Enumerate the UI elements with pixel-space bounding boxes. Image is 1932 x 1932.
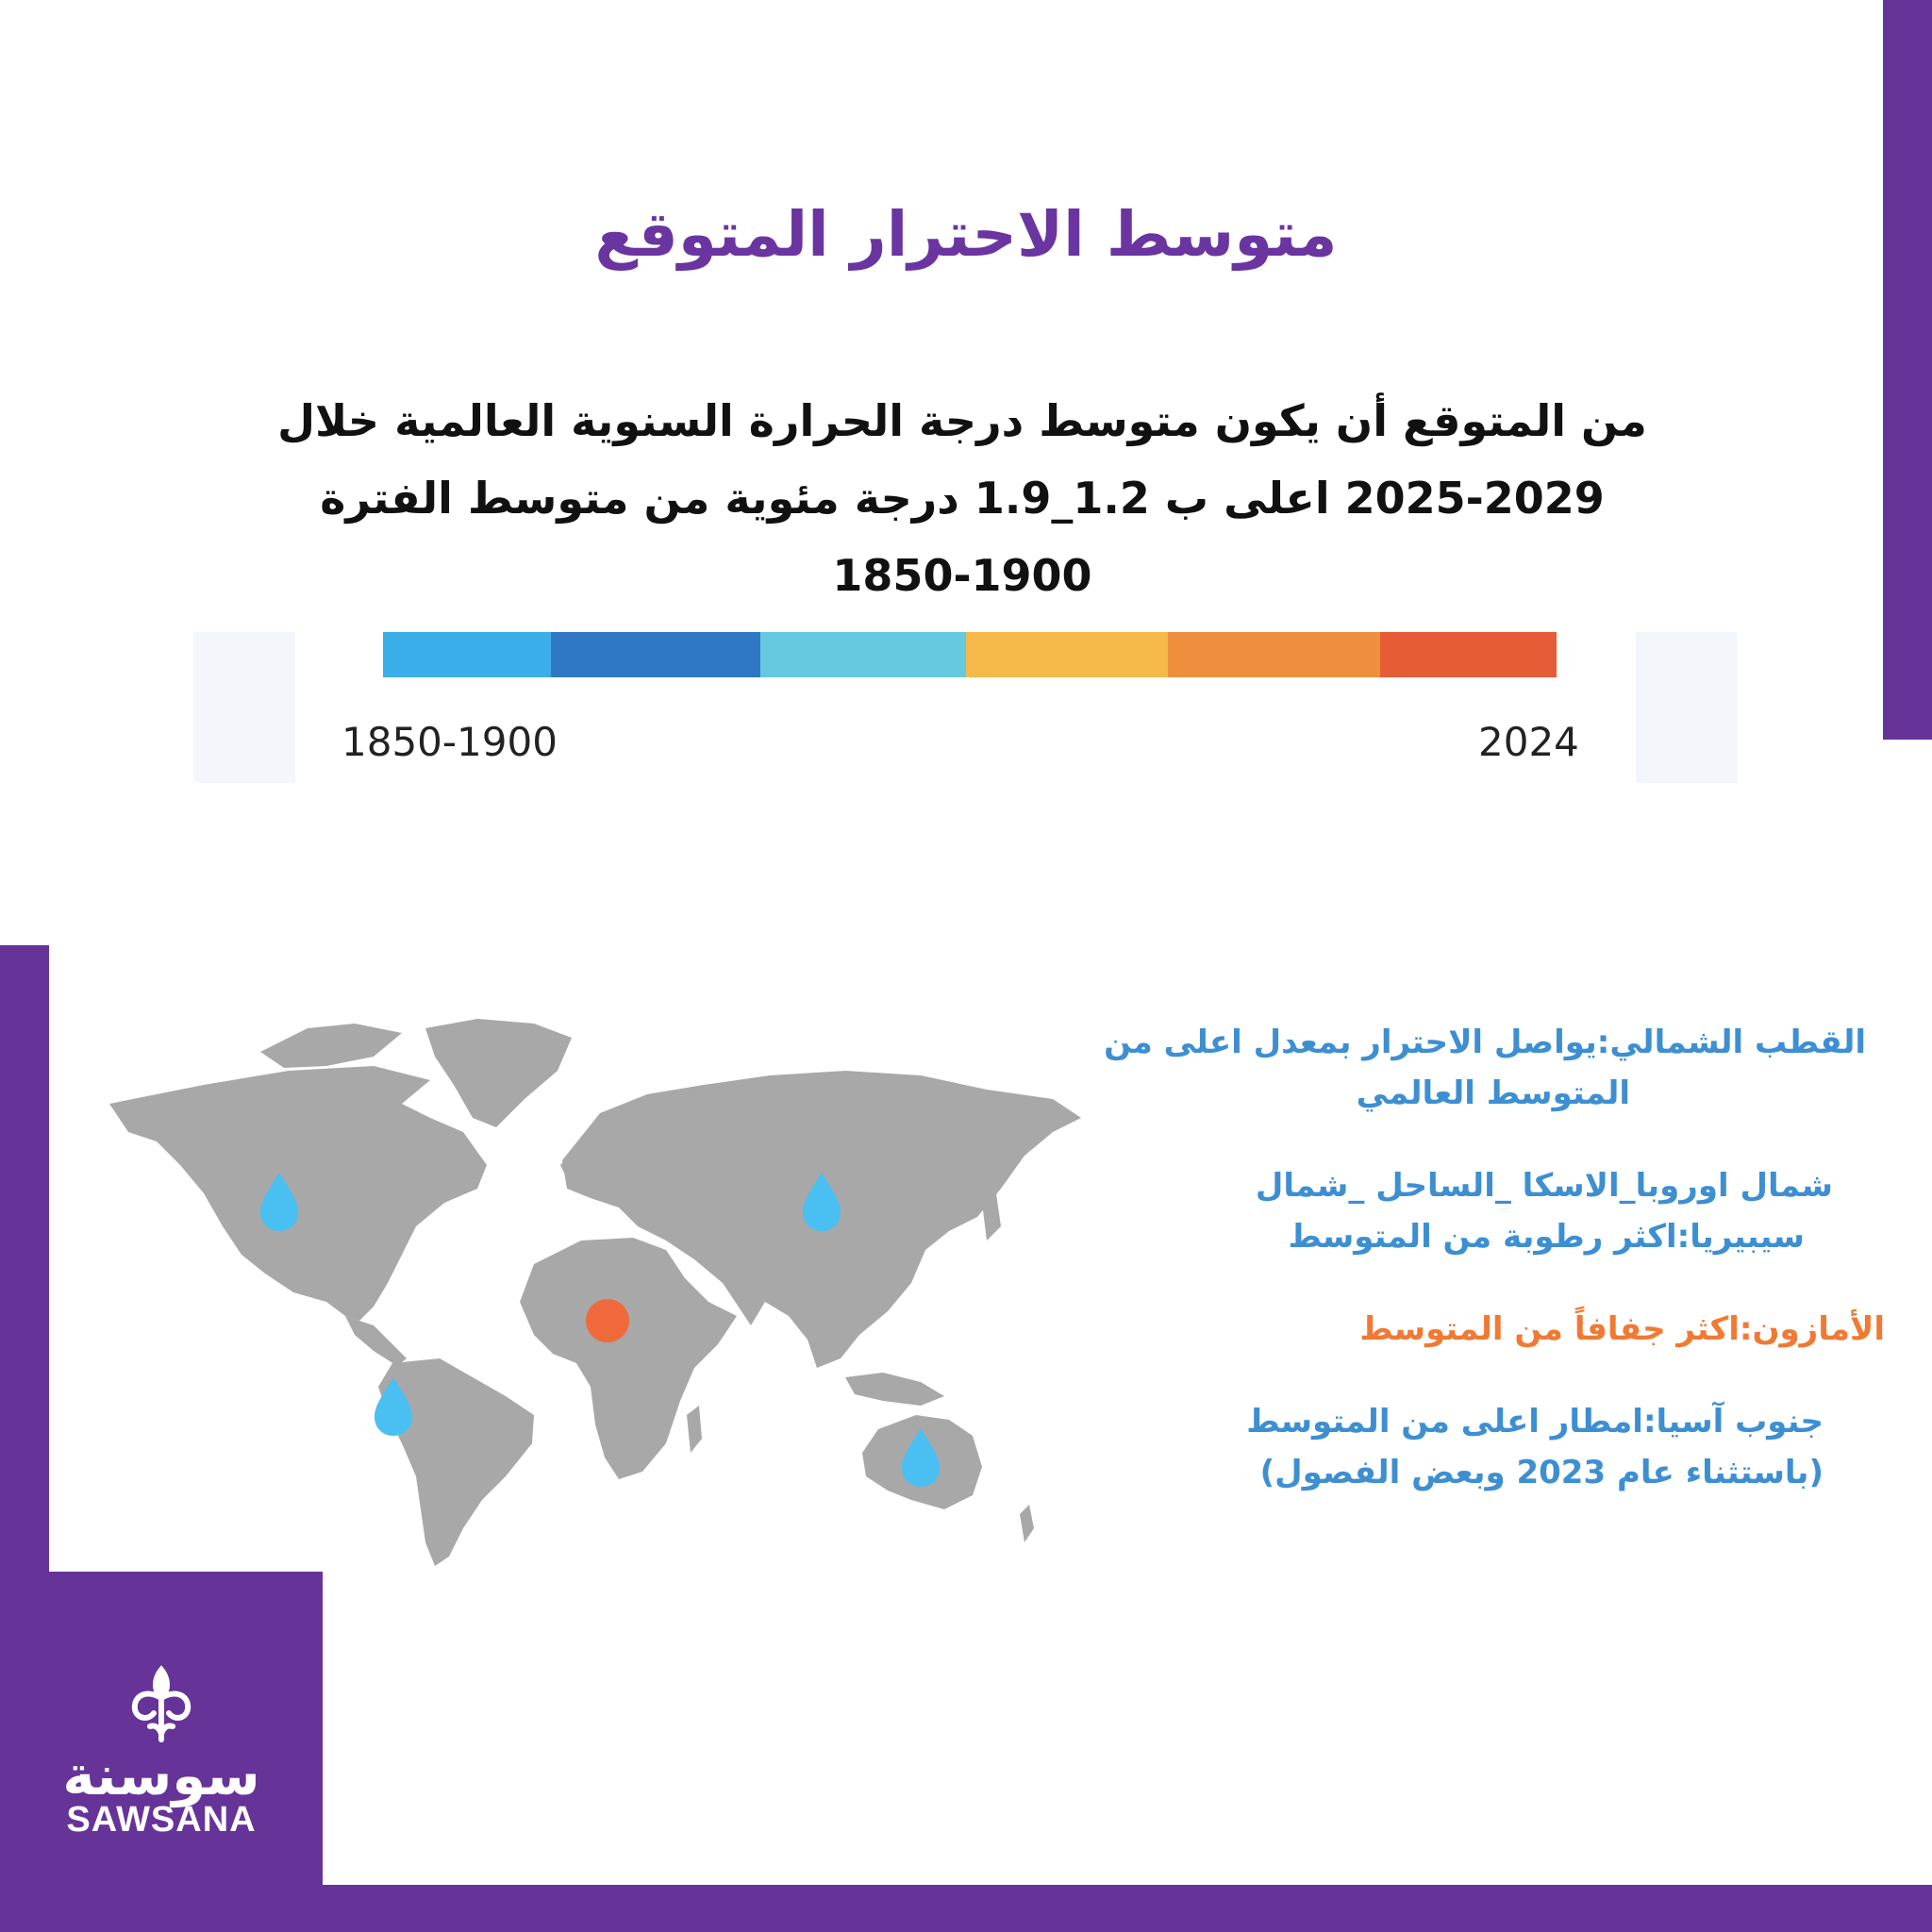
subtitle-line: من المتوقع أن يكون متوسط درجة الحرارة السنوية العالمية خلال <box>277 395 1647 446</box>
scale-segment <box>551 632 760 677</box>
note-line: القطب الشمالي:يواصل الاحترار بمعدل اعلى من <box>1104 1024 1866 1061</box>
south-america-shape <box>378 1358 534 1566</box>
note-amazon <box>923 1304 1885 1355</box>
arctic-islands-shape <box>260 1024 402 1068</box>
scale-right-label: 2024 <box>1478 719 1579 765</box>
note-line: جنوب آسيا:امطار اعلى من المتوسط <box>1246 1403 1824 1441</box>
greenland-shape <box>425 1019 572 1127</box>
central-america-shape <box>345 1316 407 1366</box>
scale-segment <box>1168 632 1380 677</box>
note-line: المتوسط العالمي <box>1356 1074 1630 1112</box>
north-america-shape <box>109 1066 487 1321</box>
scale-left-label: 1850-1900 <box>341 719 558 765</box>
right-accent-bar <box>1883 0 1932 740</box>
subtitle-line: 2025-2029 اعلى ب 1.2_1.9 درجة مئوية من متوسط الفترة <box>320 473 1605 524</box>
madagascar-shape <box>687 1406 702 1453</box>
note-arctic <box>923 1017 1866 1119</box>
logo-english-text: SAWSANA <box>66 1800 257 1840</box>
lily-flower-icon <box>118 1660 205 1747</box>
scale-segment <box>1380 632 1557 677</box>
page-title: متوسط الاحترار المتوقع <box>594 198 1338 271</box>
logo-arabic-text: سوسنة <box>62 1743 260 1807</box>
regional-notes <box>923 1017 1885 1540</box>
note-northern-regions <box>923 1160 1866 1262</box>
africa-shape <box>520 1238 737 1479</box>
warming-color-scale <box>383 632 1557 677</box>
note-south-asia <box>923 1396 1866 1498</box>
scale-segment <box>760 632 966 677</box>
note-line: شمال اوروبا_الاسكا _الساحل _شمال <box>1255 1167 1833 1205</box>
dry-marker-central-africa <box>586 1299 629 1342</box>
note-line: الأمازون:اكثر جفافاً من المتوسط <box>1359 1310 1885 1348</box>
subtitle <box>189 382 1736 614</box>
scale-segment <box>383 632 551 677</box>
scale-segment <box>966 632 1168 677</box>
subtitle-line: 1850-1900 <box>832 550 1092 601</box>
note-line: (باستثناء عام 2023 وبعض الفصول) <box>1259 1454 1824 1491</box>
note-line: سيبيريا:اكثر رطوبة من المتوسط <box>1288 1218 1805 1256</box>
